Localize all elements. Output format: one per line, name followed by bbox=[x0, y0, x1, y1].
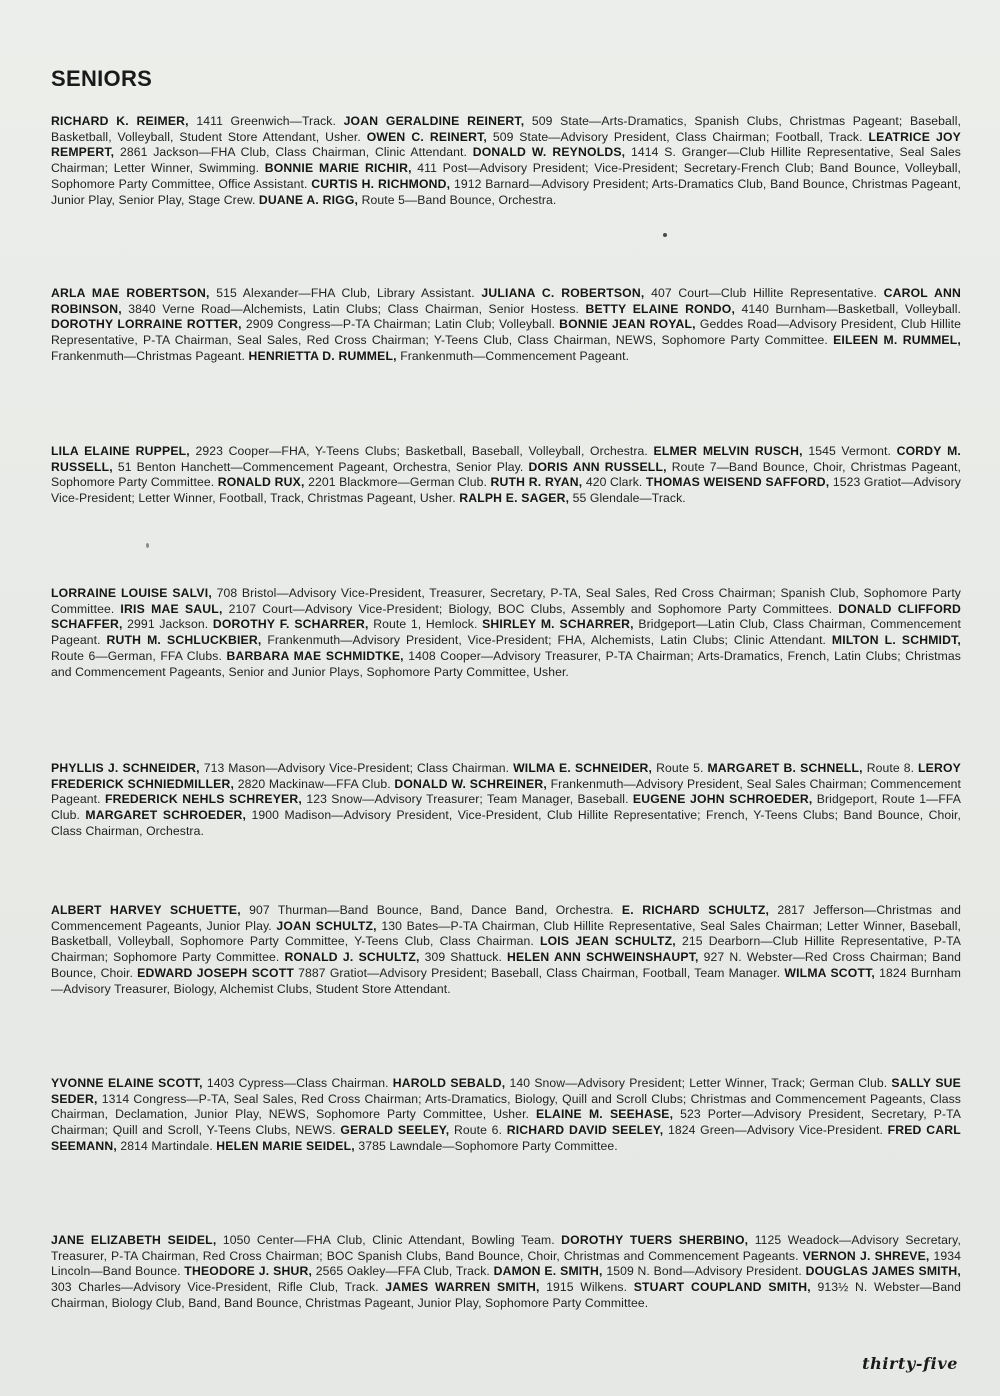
senior-name: DOROTHY TUERS SHERBINO, bbox=[561, 1233, 749, 1247]
senior-name: DORIS ANN RUSSELL, bbox=[528, 459, 667, 474]
senior-entry bbox=[51, 761, 513, 775]
senior-details: 1824 Burnham—Advisory Treasurer, Biology, Alchemist Clubs, Student Store Attendant. bbox=[51, 965, 961, 996]
senior-name: DONALD W. SCHREINER, bbox=[394, 776, 547, 791]
senior-entry bbox=[284, 950, 507, 964]
senior-details: 708 Bristol—Advisory Vice-President, Treasurer, Secretary, P-TA, Seal Sales, Red Cross Chairman; Spanish Club, Sophomore Party Committee. bbox=[51, 586, 961, 616]
senior-details: 1509 N. Bond—Advisory President. bbox=[602, 1264, 806, 1279]
senior-name: DUANE A. RIGG, bbox=[258, 192, 359, 207]
senior-name: THEODORE J. SHUR, bbox=[184, 1264, 313, 1279]
senior-details: Route 8. bbox=[862, 761, 919, 775]
senior-name: RONALD RUX, bbox=[217, 475, 305, 490]
senior-details: 515 Alexander—FHA Club, Library Assistant. bbox=[209, 286, 482, 300]
senior-entry bbox=[707, 761, 918, 775]
senior-name: HELEN MARIE SEIDEL, bbox=[216, 1138, 355, 1153]
senior-details: 2107 Court—Advisory Vice-President; Biology, BOC Clubs, Assembly and Sophomore Party Committees. bbox=[222, 601, 839, 616]
senior-name: LOIS JEAN SCHULTZ, bbox=[539, 934, 676, 949]
senior-details: 1314 Congress—P-TA, Seal Sales, Red Cross Chairman; Arts-Dramatics, Biology, Quill and Scroll Clubs; Christmas and Commencement Pageants, Class Chairman, Declamation, Junior Play, NEWS, Sophomore Party Committee, Usher. bbox=[51, 1091, 961, 1122]
senior-name: MARGARET SCHROEDER, bbox=[85, 808, 247, 823]
senior-name: RICHARD K. REIMER, bbox=[51, 114, 189, 128]
senior-details: 1125 Weadock—Advisory Secretary, Treasurer, P-TA Chairman, Red Cross Chairman; BOC Spanish Clubs, Band Bounce, Choir, Christmas and Commencement Pageants. bbox=[51, 1233, 961, 1263]
senior-details: 1050 Center—FHA Club, Clinic Attendant, Bowling Team. bbox=[216, 1233, 562, 1247]
senior-name: DOROTHY LORRAINE ROTTER, bbox=[51, 317, 242, 332]
senior-name: IRIS MAE SAUL, bbox=[120, 601, 223, 616]
senior-details: 420 Clark. bbox=[582, 475, 646, 490]
senior-entry bbox=[216, 1139, 617, 1153]
senior-entry bbox=[51, 808, 961, 838]
senior-details: 303 Charles—Advisory Vice-President, Rifle Club, Track. bbox=[51, 1280, 386, 1295]
senior-entry bbox=[367, 130, 869, 144]
senior-details: 51 Benton Hanchett—Commencement Pageant, Orchestra, Senior Play. bbox=[112, 459, 529, 474]
senior-name: THOMAS WEISEND SAFFORD, bbox=[645, 475, 830, 490]
senior-name: BARBARA MAE SCHMIDTKE, bbox=[226, 648, 404, 663]
senior-name: DAMON E. SMITH, bbox=[493, 1264, 603, 1279]
senior-entry bbox=[51, 114, 344, 128]
senior-details: 309 Shattuck. bbox=[419, 950, 508, 965]
senior-name: CURTIS H. RICHMOND, bbox=[311, 176, 451, 191]
senior-name: PHYLLIS J. SCHNEIDER, bbox=[51, 761, 200, 775]
senior-details: 4140 Burnham—Basketball, Volleyball. bbox=[735, 301, 961, 316]
senior-entry-block bbox=[51, 761, 961, 840]
senior-name: SHIRLEY M. SCHARRER, bbox=[482, 617, 634, 632]
senior-details: 1523 Gratiot—Advisory Vice-President; Letter Winner, Football, Track, Christmas Pageant, Usher. bbox=[51, 475, 961, 506]
senior-details: 509 State—Arts-Dramatics, Spanish Clubs, Christmas Pageant; Baseball, Basketball, Volleyball, Student Store Attendant, Usher. bbox=[51, 114, 961, 144]
senior-entry bbox=[213, 617, 482, 631]
senior-name: RUTH M. SCHLUCKBIER, bbox=[106, 633, 262, 648]
senior-details: Route 5. bbox=[652, 761, 708, 775]
senior-name: EUGENE JOHN SCHROEDER, bbox=[632, 792, 813, 807]
senior-entry bbox=[51, 444, 653, 458]
senior-name: OWEN C. REINERT, bbox=[366, 129, 488, 144]
senior-name: ALBERT HARVEY SCHUETTE, bbox=[51, 903, 241, 917]
senior-details: 1545 Vermont. bbox=[802, 444, 897, 458]
senior-details: 1900 Madison—Advisory President, Vice-President, Club Hillite Representative; French, Y-Teens Clubs; Band Bounce, Choir, Class Chairman, Orchestra. bbox=[51, 808, 962, 838]
senior-details: Route 6—German, FFA Clubs. bbox=[51, 648, 227, 663]
senior-name: MARGARET B. SCHNELL, bbox=[707, 761, 863, 775]
senior-entry bbox=[259, 193, 557, 207]
senior-details: Bridgeport—Latin Club, Class Chairman, Commencement Pageant. bbox=[51, 617, 962, 648]
senior-details: 2820 Mackinaw—FFA Club. bbox=[234, 776, 395, 791]
senior-entry-block bbox=[51, 444, 961, 507]
senior-entry bbox=[507, 1123, 888, 1137]
senior-details: Geddes Road—Advisory President, Club Hillite Representative, P-TA Chairman, Seal Sales, Red Cross Chairman; Y-Teens Club, Class Chairman, NEWS, Sophomore Party Committee. bbox=[51, 317, 961, 348]
senior-details: 1411 Greenwich—Track. bbox=[188, 114, 344, 128]
senior-entry-block bbox=[51, 1076, 961, 1155]
senior-entry bbox=[51, 1233, 561, 1247]
senior-name: RONALD J. SCHULTZ, bbox=[284, 950, 420, 965]
senior-name: CAROL ANN ROBINSON, bbox=[51, 286, 961, 316]
senior-entry bbox=[218, 475, 491, 489]
senior-name: ARLA MAE ROBERTSON, bbox=[51, 286, 210, 300]
senior-name: WILMA E. SCHNEIDER, bbox=[513, 761, 653, 775]
senior-details: 1408 Cooper—Advisory Treasurer, P-TA Chairman; Arts-Dramatics, French, Latin Clubs; Christmas and Commencement Pageants, Senior and Junior Plays, Sophomore Party Committee, Usher. bbox=[51, 648, 961, 679]
senior-entry bbox=[137, 966, 784, 980]
senior-entry bbox=[184, 1264, 493, 1278]
senior-entry bbox=[51, 1076, 393, 1090]
senior-name: BONNIE JEAN ROYAL, bbox=[559, 317, 696, 332]
senior-details: 2814 Martindale. bbox=[116, 1138, 217, 1153]
senior-details: 1915 Wilkens. bbox=[539, 1280, 634, 1295]
senior-details: 411 Post—Advisory President; Vice-President; Secretary-French Club; Band Bounce, Volleyball, Sophomore Party Committee, Office Assistant. bbox=[51, 161, 962, 191]
senior-entry bbox=[491, 475, 646, 489]
senior-name: HELEN ANN SCHWEINSHAUPT, bbox=[507, 950, 699, 965]
senior-details: 713 Mason—Advisory Vice-President; Class Chairman. bbox=[199, 761, 514, 775]
senior-name: MILTON L. SCHMIDT, bbox=[831, 633, 962, 648]
senior-details: 123 Snow—Advisory Treasurer; Team Manager, Baseball. bbox=[301, 792, 633, 807]
senior-details: 2861 Jackson—FHA Club, Class Chairman, Clinic Attendant. bbox=[114, 145, 473, 160]
senior-entry-block bbox=[51, 1233, 961, 1312]
senior-details: Route 5—Band Bounce, Orchestra. bbox=[358, 192, 557, 207]
senior-entry bbox=[385, 1280, 633, 1294]
senior-details: 7887 Gratiot—Advisory President; Baseball, Class Chairman, Football, Team Manager. bbox=[294, 965, 785, 980]
senior-name: JOAN SCHULTZ, bbox=[276, 918, 377, 933]
scan-speck bbox=[146, 543, 149, 548]
senior-details: Bridgeport, Route 1—FFA Club. bbox=[51, 792, 962, 823]
senior-entry bbox=[481, 286, 883, 300]
senior-details: 407 Court—Club Hillite Representative. bbox=[644, 286, 884, 300]
senior-name: EDWARD JOSEPH SCOTT bbox=[137, 965, 294, 980]
senior-details: 1824 Green—Advisory Vice-President. bbox=[663, 1123, 888, 1138]
senior-details: 2817 Jefferson—Christmas and Commencement Pageants, Junior Play. bbox=[51, 903, 961, 933]
senior-name: FRED CARL SEEMANN, bbox=[51, 1123, 961, 1153]
senior-name: ELAINE M. SEEHASE, bbox=[536, 1107, 674, 1122]
senior-name: DONALD CLIFFORD SCHAFFER, bbox=[51, 601, 962, 632]
senior-entry bbox=[393, 1076, 892, 1090]
senior-details: 2565 Oakley—FFA Club, Track. bbox=[312, 1264, 494, 1279]
page-number: thirty-five bbox=[862, 1354, 958, 1373]
senior-name: STUART COUPLAND SMITH, bbox=[633, 1280, 811, 1295]
senior-details: 913½ N. Webster—Band Chairman, Biology Club, Band, Band Bounce, Christmas Pageant, Junior Play, Sophomore Party Committee. bbox=[51, 1280, 961, 1310]
senior-details: 3840 Verne Road—Alchemists, Latin Clubs; Class Chairman, Senior Hostess. bbox=[121, 301, 586, 316]
senior-name: DOROTHY F. SCHARRER, bbox=[212, 617, 369, 632]
senior-details: 2923 Cooper—FHA, Y-Teens Clubs; Basketball, Baseball, Volleyball, Orchestra. bbox=[189, 444, 654, 458]
senior-details: Route 7—Band Bounce, Choir, Christmas Pageant, Sophomore Party Committee. bbox=[51, 459, 962, 490]
senior-name: VERNON J. SHREVE, bbox=[802, 1248, 930, 1263]
senior-name: WILMA SCOTT, bbox=[784, 965, 876, 980]
senior-name: RICHARD DAVID SEELEY, bbox=[506, 1123, 664, 1138]
senior-entry bbox=[494, 1264, 806, 1278]
senior-details: 130 Bates—P-TA Chairman, Club Hillite Representative, Seal Sales Chairman; Letter Winner, Baseball, Basketball, Volleyball, Sophomore Party Committee, Y-Teens Club, Class Chairman. bbox=[51, 918, 961, 949]
senior-entry bbox=[585, 302, 961, 316]
senior-details: 140 Snow—Advisory President; Letter Winner, Track; German Club. bbox=[505, 1076, 892, 1090]
senior-details: 523 Porter—Advisory President, Secretary, P-TA Chairman; Quill and Scroll, Y-Teens Clubs, NEWS. bbox=[51, 1107, 961, 1138]
senior-details: 1414 S. Granger—Club Hillite Representative, Seal Sales Chairman; Letter Winner, Swimming. bbox=[51, 145, 961, 176]
senior-name: HAROLD SEBALD, bbox=[392, 1076, 506, 1090]
senior-details: 215 Dearborn—Club Hillite Representative, P-TA Chairman; Sophomore Party Committee. bbox=[51, 934, 962, 965]
senior-entry bbox=[120, 602, 838, 616]
senior-details: 509 State—Advisory President, Class Chairman; Football, Track. bbox=[487, 129, 869, 144]
senior-name: CORDY M. RUSSELL, bbox=[51, 444, 962, 474]
senior-details: 55 Glendale—Track. bbox=[569, 491, 686, 506]
senior-entry-block bbox=[51, 114, 961, 208]
senior-name: GERALD SEELEY, bbox=[340, 1123, 450, 1138]
senior-entry bbox=[340, 1123, 506, 1137]
senior-details: 1934 Lincoln—Band Bounce. bbox=[51, 1248, 962, 1279]
senior-entry bbox=[249, 349, 630, 363]
senior-name: RALPH E. SAGER, bbox=[459, 491, 570, 506]
senior-entry-block bbox=[51, 586, 961, 680]
senior-name: E. RICHARD SCHULTZ, bbox=[621, 903, 770, 917]
senior-name: YVONNE ELAINE SCOTT, bbox=[51, 1076, 203, 1090]
senior-name: JANE ELIZABETH SEIDEL, bbox=[51, 1233, 217, 1247]
senior-details: 907 Thurman—Band Bounce, Band, Dance Band, Orchestra. bbox=[240, 903, 622, 917]
senior-entry bbox=[51, 903, 622, 917]
senior-entry bbox=[105, 792, 633, 806]
senior-entry-block bbox=[51, 903, 961, 997]
senior-name: JAMES WARREN SMITH, bbox=[385, 1280, 540, 1295]
senior-details: 927 N. Webster—Red Cross Chairman; Band Bounce, Choir. bbox=[51, 950, 961, 980]
senior-name: LEROY FREDERICK SCHNIEDMILLER, bbox=[51, 761, 962, 791]
senior-name: ELMER MELVIN RUSCH, bbox=[653, 444, 803, 458]
senior-entry bbox=[459, 491, 686, 505]
senior-name: LEATRICE JOY REMPERT, bbox=[51, 129, 961, 160]
senior-name: SALLY SUE SEDER, bbox=[51, 1076, 961, 1106]
senior-name: BONNIE MARIE RICHIR, bbox=[264, 161, 412, 176]
senior-name: LORRAINE LOUISE SALVI, bbox=[51, 586, 212, 600]
senior-name: FREDERICK NEHLS SCHREYER, bbox=[104, 792, 302, 807]
senior-name: BETTY ELAINE RONDO, bbox=[585, 301, 736, 316]
senior-name: DONALD W. REYNOLDS, bbox=[472, 145, 626, 160]
senior-entry bbox=[513, 761, 707, 775]
page-title: SENIORS bbox=[51, 66, 153, 91]
scan-speck bbox=[663, 233, 667, 237]
senior-entry bbox=[106, 633, 831, 647]
senior-details: 1912 Barnard—Advisory President; Arts-Dramatics Club, Band Bounce, Christmas Pageant, Junior Play, Senior Play, Stage Crew. bbox=[51, 176, 961, 207]
senior-details: Frankenmuth—Christmas Pageant. bbox=[51, 348, 249, 363]
senior-entry bbox=[51, 286, 481, 300]
senior-details: 1403 Cypress—Class Chairman. bbox=[202, 1076, 393, 1090]
senior-entry-block bbox=[51, 286, 961, 365]
senior-name: EILEEN M. RUMMEL, bbox=[833, 333, 961, 348]
senior-name: LILA ELAINE RUPPEL, bbox=[51, 444, 190, 458]
senior-details: Frankenmuth—Advisory President, Seal Sales Chairman; Commencement Pageant. bbox=[51, 776, 961, 807]
senior-details: 2909 Congress—P-TA Chairman; Latin Club; Volleyball. bbox=[241, 317, 560, 332]
senior-name: DOUGLAS JAMES SMITH, bbox=[805, 1264, 962, 1279]
senior-entry bbox=[51, 317, 559, 331]
senior-details: 2991 Jackson. bbox=[122, 617, 213, 632]
senior-name: RUTH R. RYAN, bbox=[490, 475, 583, 490]
senior-details: Frankenmuth—Commencement Pageant. bbox=[396, 348, 630, 363]
senior-details: 2201 Blackmore—German Club. bbox=[304, 475, 491, 490]
senior-details: Frankenmuth—Advisory President, Vice-President; FHA, Alchemists, Latin Clubs; Clinic Attendant. bbox=[261, 633, 832, 648]
senior-details: 3785 Lawndale—Sophomore Party Committee. bbox=[354, 1138, 618, 1153]
senior-details: Route 6. bbox=[449, 1123, 507, 1138]
senior-name: JOAN GERALDINE REINERT, bbox=[343, 114, 525, 128]
senior-entry bbox=[653, 444, 896, 458]
senior-details: Route 1, Hemlock. bbox=[368, 617, 483, 632]
senior-name: JULIANA C. ROBERTSON, bbox=[481, 286, 645, 300]
senior-name: HENRIETTA D. RUMMEL, bbox=[248, 348, 397, 363]
